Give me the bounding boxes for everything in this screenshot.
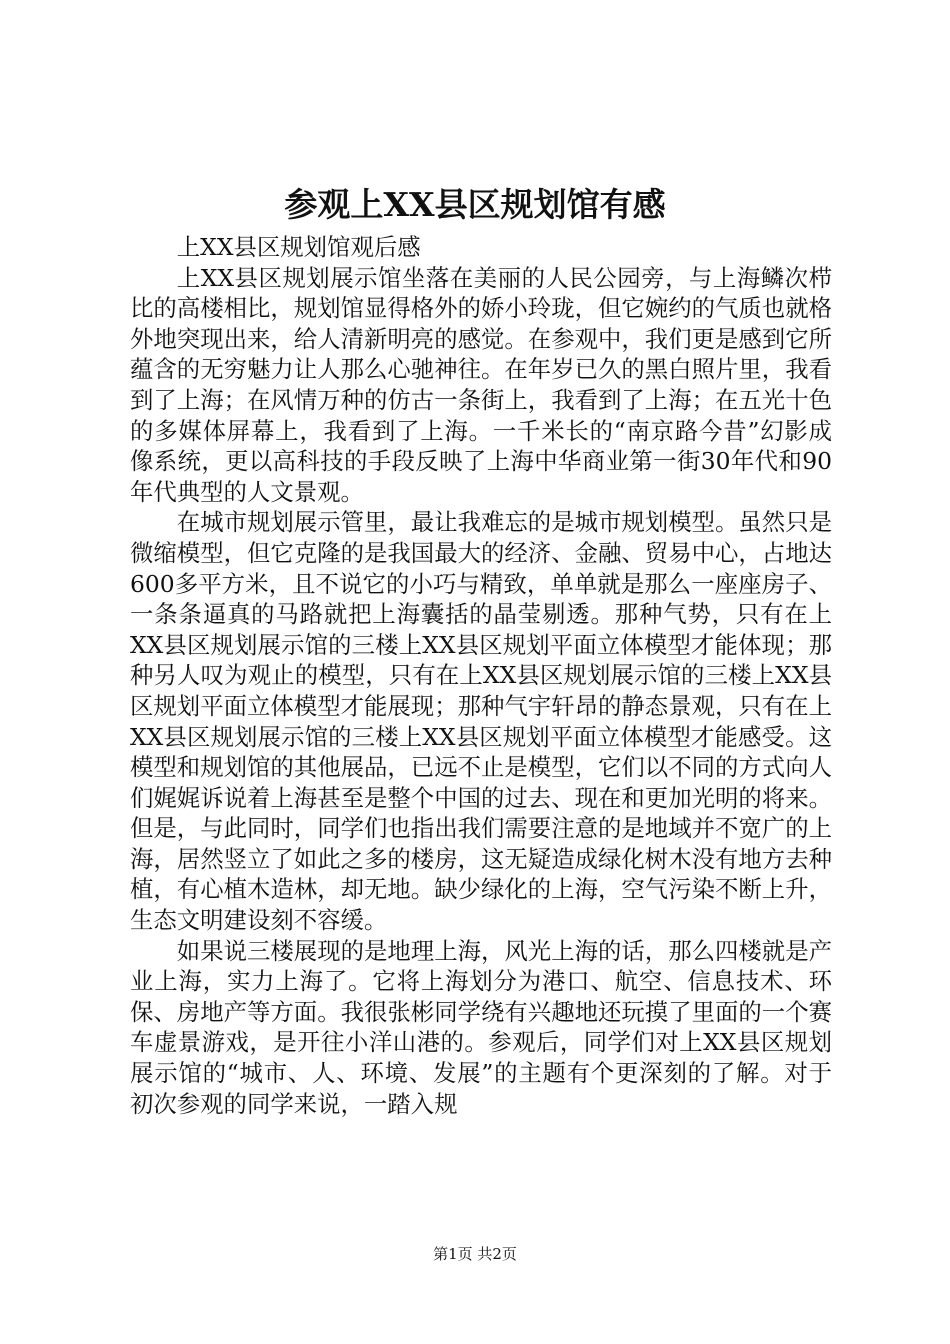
paragraph: 上XX县区规划展示馆坐落在美丽的人民公园旁，与上海鳞次栉比的高楼相比，规划馆显得格外的娇小玲珑，但它婉约的气质也就格外地突现出来，给人清新明亮的感觉。在参观中，我们更是感到它所蕴含的无穷魅力让人那么心驰神往。在年岁已久的黑白照片里，我看到了上海；在风情万种的仿古一条街上，我看到了上海；在五光十色的多媒体屏幕上，我看到了上海。一千米长的“南京路今昔”幻影成像系统，更以高科技的手段反映了上海中华商业第一街30年代和90年代典型的人文景观。 [130,263,832,506]
paragraph: 如果说三楼展现的是地理上海，风光上海的话，那么四楼就是产业上海，实力上海了。它将上海划分为港口、航空、信息技术、环保、房地产等方面。我很张彬同学绕有兴趣地还玩摸了里面的一个赛车虚景游戏，是开往小洋山港的。参观后，同学们对上XX县区规划展示馆的“城市、人、环境、发展”的主题有个更深刻的了解。对于初次参观的同学来说，一踏入规 [130,936,832,1118]
paragraph-subtitle: 上XX县区规划馆观后感 [176,233,421,261]
paragraph: 在城市规划展示管里，最让我难忘的是城市规划模型。虽然只是微缩模型，但它克隆的是我国最大的经济、金融、贸易中心，占地达600多平方米，且不说它的小巧与精致，单单就是那么一座座房子、一条条逼真的马路就把上海囊括的晶莹剔透。那种气势，只有在上XX县区规划展示馆的三楼上XX县区规划平面立体模型才能体现；那种另人叹为观止的模型，只有在上XX县区规划展示馆的三楼上XX县区规划平面立体模型才能展现；那种气宇轩昂的静态景观，只有在上XX县区规划展示馆的三楼上XX县区规划平面立体模型才能感受。这模型和规划馆的其他展品，已远不止是模型，它们以不同的方式向人们娓娓诉说着上海甚至是整个中国的过去、现在和更加光明的将来。但是，与此同时，同学们也指出我们需要注意的是地域并不宽广的上海，居然竖立了如此之多的楼房，这无疑造成绿化树木没有地方去种植，有心植木造林，却无地。缺少绿化的上海，空气污染不断上升，生态文明建设刻不容缓。 [130,508,832,935]
document-title: 参观上XX县区规划馆有感 [284,185,666,224]
document-body [130,232,832,1119]
page-footer: 第1页 共2页 [433,1245,517,1263]
